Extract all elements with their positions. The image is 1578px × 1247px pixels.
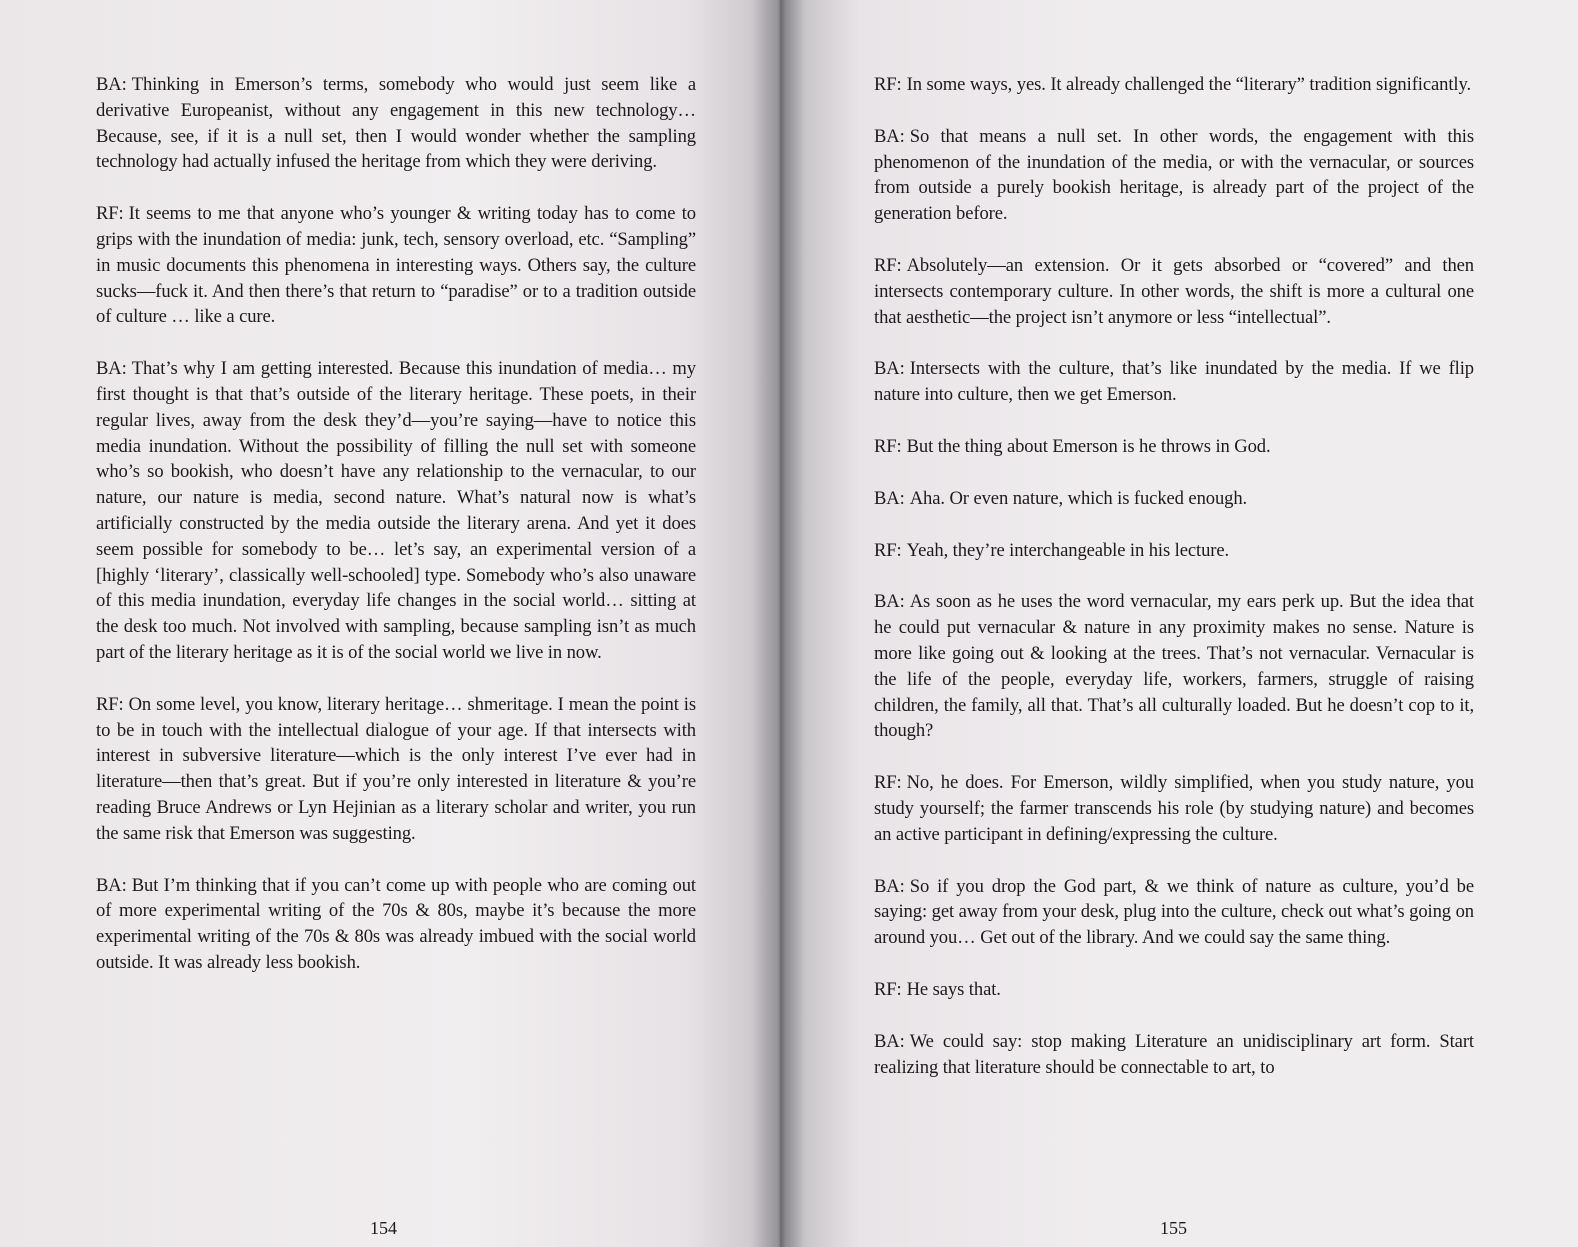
paragraph-text: Yeah, they’re interchangeable in his lecture. <box>906 539 1230 561</box>
page-number: 155 <box>1160 1218 1187 1238</box>
paragraph-text: So that means a null set. In other words, the engagement with this phenomenon of the inundation of the media, or with the vernacular, or sources from outside a purely bookish heritage, is already part of the project of the generation before. <box>874 125 1474 225</box>
paragraph-text: He says that. <box>906 978 1001 1000</box>
speaker-label: RF: <box>874 254 902 276</box>
paragraph <box>874 124 1474 227</box>
paragraph-text: So if you drop the God part, & we think of nature as culture, you’d be saying: get away from your desk, plug into the culture, check out what’s going on around you… Get out of the library. And we could say the same thing. <box>874 875 1474 949</box>
paragraph <box>874 486 1474 512</box>
speaker-label: RF: <box>874 978 902 1000</box>
paragraph-text: That’s why I am getting interested. Because this inundation of media… my first thought is that that’s outside of the literary heritage. These poets, in their regular lives, away from the desk they’d—you’re saying—have to notice this media inundation. Without the possibility of filling the null set with someone who’s so bookish, who doesn’t have any relationship to the vernacular, to our nature, our nature is media, second nature. What’s natural now is what’s artificially constructed by the media outside the literary arena. And yet it does seem possible for somebody to be… let’s say, an experimental version of a [highly ‘literary’, classically well-schooled] type. Somebody who’s also unaware of this media inundation, everyday life changes in the social world… sitting at the desk too much. Not involved with sampling, because sampling isn’t as much part of the literary heritage as it is of the social world we live in now. <box>96 358 696 663</box>
right-page-text <box>874 72 1474 1106</box>
speaker-label: BA: <box>874 487 905 509</box>
right-page <box>780 0 1578 1247</box>
speaker-label: RF: <box>874 74 902 95</box>
page-number: 154 <box>370 1218 397 1238</box>
speaker-label: BA: <box>874 1030 905 1052</box>
paragraph <box>874 1029 1474 1081</box>
paragraph-text: No, he does. For Emerson, wildly simplified, when you study nature, you study yourself; the farmer transcends his role (by studying nature) and becomes an active participant in defining/expressing the culture. <box>874 772 1474 845</box>
left-page <box>0 0 780 1247</box>
left-page-text <box>96 72 696 1002</box>
speaker-label: BA: <box>96 874 127 896</box>
speaker-label: RF: <box>874 435 902 457</box>
paragraph-text: As soon as he uses the word vernacular, my ears perk up. But the idea that he could put vernacular & nature in any proximity makes no sense. Nature is more like going out & looking at the trees. That’s not vernacular. Vernacular is the life of the people, everyday life, workers, farmers, struggle of raising children, the family, all that. That’s all culturally loaded. But he doesn’t cop to it, though? <box>874 591 1474 742</box>
paragraph-text: We could say: stop making Literature an unidisciplinary art form. Start realizing that literature should be connectable to art, to <box>874 1030 1474 1078</box>
paragraph <box>874 72 1474 98</box>
paragraph-text: In some ways, yes. It already challenged the “literary” tradition significantly. <box>906 74 1472 95</box>
paragraph <box>96 692 696 847</box>
speaker-label: RF: <box>96 203 124 225</box>
paragraph <box>874 589 1474 744</box>
speaker-label: RF: <box>96 693 124 715</box>
paragraph <box>874 356 1474 408</box>
paragraph <box>874 253 1474 330</box>
paragraph <box>96 356 696 666</box>
paragraph <box>96 201 696 330</box>
speaker-label: RF: <box>874 539 902 561</box>
paragraph-text: Thinking in Emerson’s terms, somebody who would just seem like a derivative Europeanist, without any engagement in this new technology… Because, see, if it is a null set, then I would wonder whether the sampling technology had actually infused the heritage from which they were deriving. <box>96 74 696 173</box>
paragraph-text: Intersects with the culture, that’s like inundated by the media. If we flip nature into culture, then we get Emerson. <box>874 358 1474 406</box>
speaker-label: BA: <box>874 591 905 613</box>
paragraph-text: Absolutely—an extension. Or it gets absorbed or “covered” and then intersects contemporary culture. In other words, the shift is more a cultural one that aesthetic—the project isn’t anymore or less “intellectual”. <box>874 254 1474 328</box>
paragraph-text: Aha. Or even nature, which is fucked enough. <box>909 487 1248 509</box>
speaker-label: RF: <box>874 772 902 794</box>
speaker-label: BA: <box>874 358 905 380</box>
speaker-label: BA: <box>874 875 905 897</box>
paragraph-text: On some level, you know, literary heritage… shmeritage. I mean the point is to be in touch with the intellectual dialogue of your age. If that intersects with interest in subversive literature—which is the only interest I’ve ever had in literature—then that’s great. But if you’re only interested in literature & you’re reading Bruce Andrews or Lyn Hejinian as a literary scholar and writer, you run the same risk that Emerson was suggesting. <box>96 693 696 844</box>
speaker-label: BA: <box>874 125 905 147</box>
paragraph <box>874 538 1474 564</box>
paragraph <box>874 874 1474 951</box>
paragraph-text: It seems to me that anyone who’s younger & writing today has to come to grips with the inundation of media: junk, tech, sensory overload, etc. “Sampling” in music documents this phenomena in interesting ways. Others say, the culture sucks—fuck it. And then there’s that return to “paradise” or to a tradition outside of culture … like a cure. <box>96 203 696 328</box>
paragraph <box>96 72 696 175</box>
paragraph <box>96 873 696 976</box>
paragraph-text: But the thing about Emerson is he throws in God. <box>906 435 1271 457</box>
speaker-label: BA: <box>96 358 127 380</box>
paragraph-text: But I’m thinking that if you can’t come up with people who are coming out of more experimental writing of the 70s & 80s, maybe it’s because the more experimental writing of the 70s & 80s was already imbued with the social world outside. It was already less bookish. <box>96 874 696 973</box>
paragraph <box>874 434 1474 460</box>
speaker-label: BA: <box>96 74 127 95</box>
paragraph <box>874 977 1474 1003</box>
paragraph <box>874 770 1474 847</box>
